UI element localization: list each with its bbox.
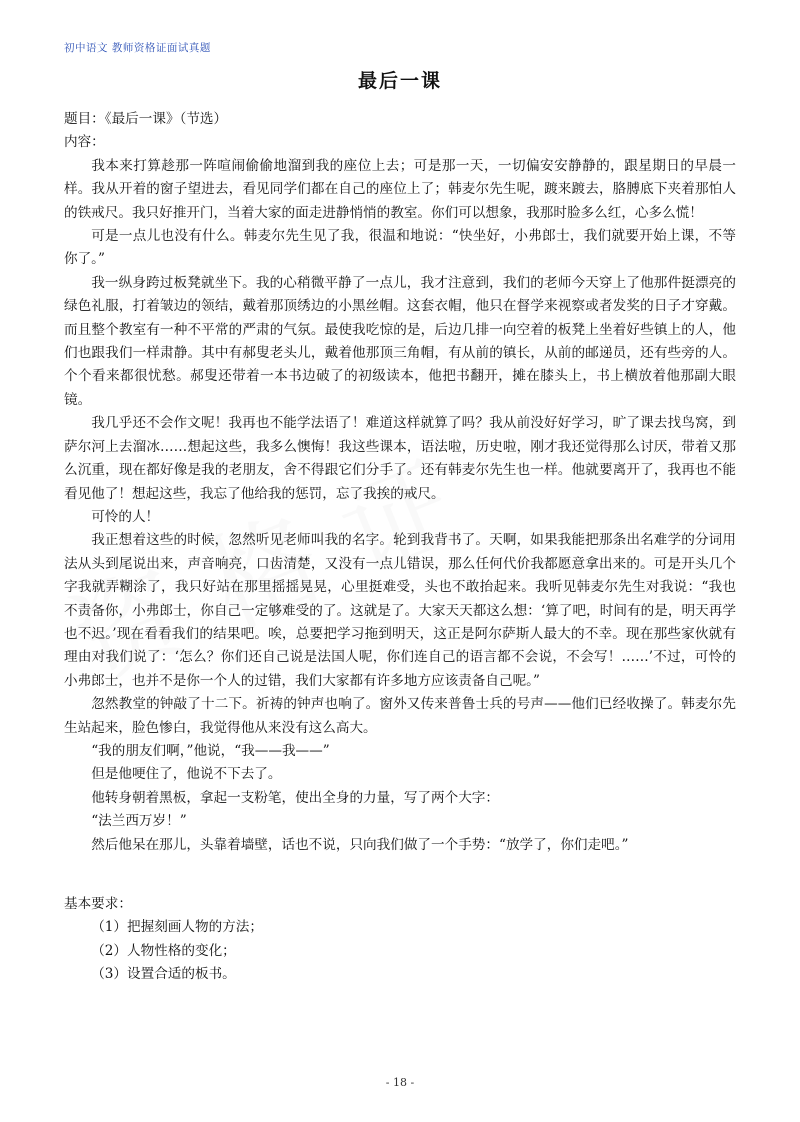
requirements-label: 基本要求： bbox=[64, 896, 132, 912]
requirement-item: （2）人物性格的变化； bbox=[91, 942, 236, 959]
paragraph: “法兰西万岁！” bbox=[91, 813, 187, 830]
requirement-item: （3）设置合适的板书。 bbox=[91, 966, 236, 983]
page-title: 最后一课 bbox=[357, 70, 442, 92]
paragraph: 我正想着这些的时候，忽然听见老师叫我的名字。轮到我背书了。天啊，如果我能把那条出名难学的分词用法从头到尾说出来，声音响亮，口齿清楚，又没有一点儿错误，那么任何代价我都愿意拿出来的。可是开头几个字我就弄糊涂了，我只好站在那里摇摇晃晃，心里挺难受，头也不敢抬起来。我听见韩麦尔先生对我说：“我也不责备你，小弗郎士，你自己一定够难受的了。这就是了。大家天天都这么想：‘算了吧，时间有的是，明天再学也不迟。’现在看看我们的结果吧。唉，总要把学习拖到明天，这正是阿尔萨斯人最大的不幸。现在那些家伙就有理由对我们说了：‘怎么？你们还自己说是法国人呢，你们连自己的语言都不会说，不会写！……’不过，可怜的小弗郎士，也并不是你一个人的过错，我们大家都有许多地方应该责备自己呢。” bbox=[64, 532, 736, 689]
paragraph: 我几乎还不会作文呢！我再也不能学法语了！难道这样就算了吗？我从前没好好学习，旷了课去找鸟窝，到萨尔河上去溜冰……想起这些，我多么懊悔！我这些课本，语法啦，历史啦，刚才我还觉得那么讨厌，带着又那么沉重，现在都好像是我的老朋友，舍不得跟它们分手了。还有韩麦尔先生也一样。他就要离开了，我再也不能看见他了！想起这些，我忘了他给我的惩罚，忘了我挨的戒尺。 bbox=[64, 415, 736, 502]
paragraph: 他转身朝着黑板，拿起一支粉笔，使出全身的力量，写了两个大字： bbox=[91, 789, 499, 806]
topic-line: 题目：《最后一课》（节选） bbox=[64, 111, 228, 127]
requirement-item: （1）把握刻画人物的方法； bbox=[91, 919, 263, 936]
requirements-section bbox=[64, 893, 736, 987]
paragraph: 我一纵身跨过板凳就坐下。我的心稍微平静了一点儿，我才注意到，我们的老师今天穿上了他那件挺漂亮的绿色礼服，打着皱边的领结，戴着那顶绣边的小黑丝帽。这套衣帽，他只在督学来视察或者发奖的日子才穿戴。而且整个教室有一种不平常的严肃的气氛。最使我吃惊的是，后边几排一向空着的板凳上坐着好些镇上的人，他们也跟我们一样肃静。其中有郝叟老头儿，戴着他那顶三角帽，有从前的镇长，从前的邮递员，还有些旁的人。个个看来都很忧愁。郝叟还带着一本书边破了的初级读本，他把书翻开，摊在膝头上，书上横放着他那副大眼镜。 bbox=[64, 274, 736, 408]
content-label: 内容： bbox=[64, 134, 105, 151]
paragraph: 但是他哽住了，他说不下去了。 bbox=[91, 766, 282, 783]
paragraph: 忽然教堂的钟敲了十二下。祈祷的钟声也响了。窗外又传来普鲁士兵的号声——他们已经收操了。韩麦尔先生站起来，脸色惨白，我觉得他从来没有这么高大。 bbox=[64, 696, 736, 736]
paragraph: “我的朋友们啊，”他说，“我——我——” bbox=[91, 742, 330, 759]
header-tag: 初中语文 教师资格证面试真题 bbox=[64, 42, 211, 54]
paragraph: 可是一点儿也没有什么。韩麦尔先生见了我，很温和地说：“快坐好，小弗郎士，我们就要开始上课，不等你了。” bbox=[64, 228, 736, 268]
page-number: - 18 - bbox=[385, 1076, 415, 1089]
paragraph: 我本来打算趁那一阵喧闹偷偷地溜到我的座位上去；可是那一天，一切偏安安静静的，跟星期日的早晨一样。我从开着的窗子望进去，看见同学们都在自己的座位上了；韩麦尔先生呢，踱来踱去，胳膊底下夹着那怕人的铁戒尺。我只好推开门，当着大家的面走进静悄悄的教室。你们可以想象，我那时脸多么红，心多么慌！ bbox=[64, 157, 736, 221]
paragraph: 可怜的人！ bbox=[91, 508, 160, 525]
paragraph: 然后他呆在那儿，头靠着墙壁，话也不说，只向我们做了一个手势：“放学了，你们走吧。” bbox=[91, 836, 629, 853]
document-body bbox=[64, 108, 736, 987]
